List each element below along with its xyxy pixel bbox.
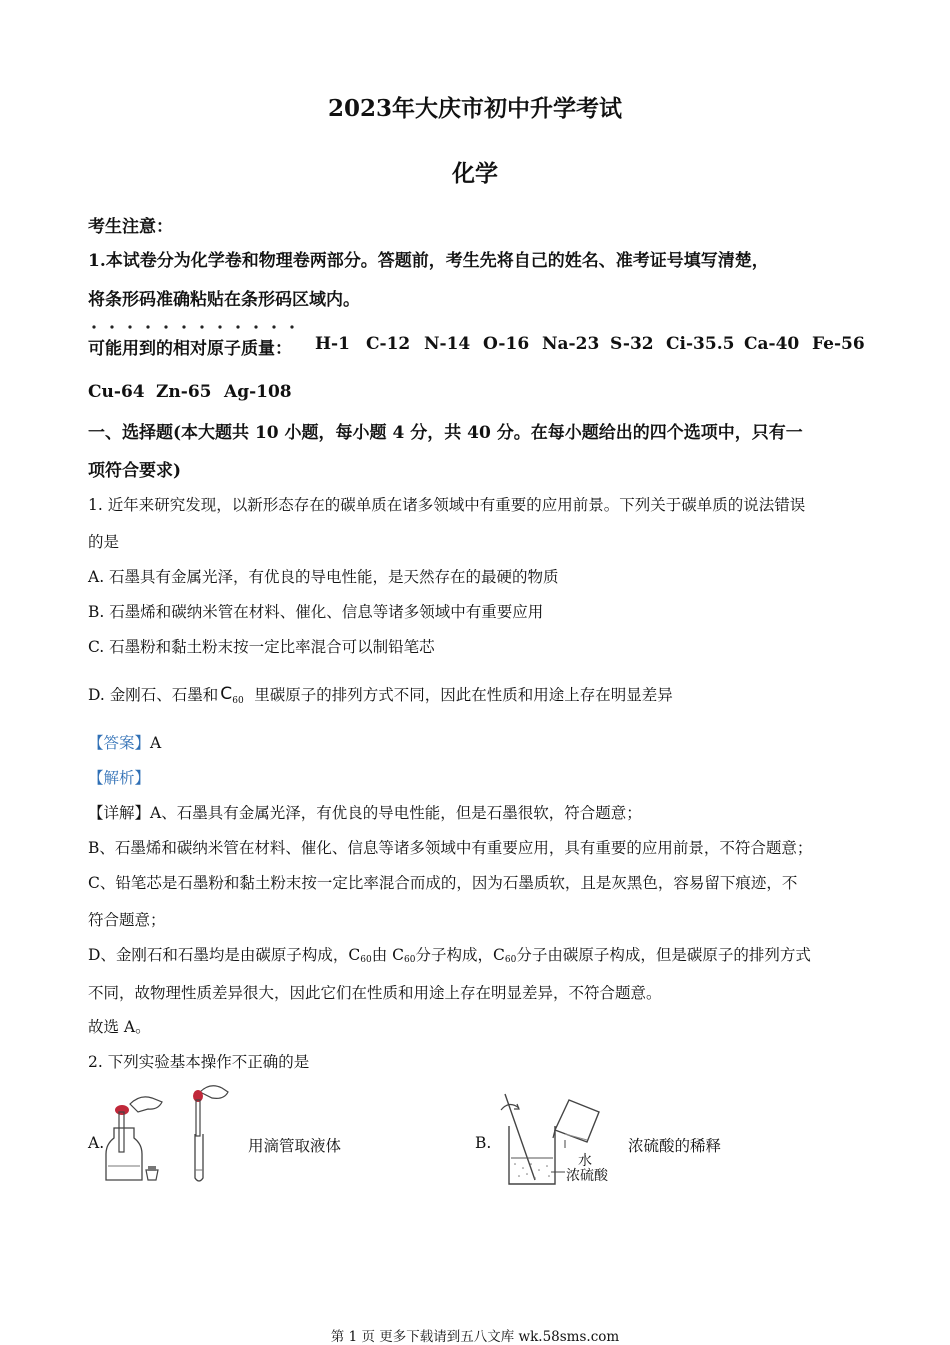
subject-title: 化学 — [452, 160, 498, 187]
detail-b: B、石墨烯和碳纳米管在材料、催化、信息等诸多领域中有重要应用，具有重要的应用前景，不符合题意； — [88, 839, 813, 857]
q1-option-d-pre: D. 金刚石、石墨和 — [88, 686, 219, 704]
detail-d1-d: 分子由碳原子构成，但是碳原子的排列方式 — [516, 946, 811, 964]
detail-a: A、石墨具有金属光泽，有优良的导电性能，但是石墨很软，符合题意； — [150, 804, 642, 822]
section1-line2: 项符合要求) — [88, 461, 182, 481]
q1-option-c: C. 石墨粉和黏土粉末按一定比率混合可以制铅笔芯 — [88, 638, 435, 656]
q1-stem-line2: 的是 — [88, 533, 120, 551]
mass-o: O-16 — [483, 334, 530, 354]
q1-option-d — [88, 683, 673, 705]
q2-option-b-caption: 浓硫酸的稀释 — [628, 1137, 722, 1155]
detail-d1-b: 由 C — [371, 946, 405, 964]
atomic-masses-line2 — [88, 382, 292, 402]
q2-option-a-letter: A. — [88, 1134, 105, 1152]
mass-fe: Fe-56 — [812, 334, 865, 354]
detail-d1-c: 分子构成，C — [415, 946, 505, 964]
c60-subscript: 60 — [232, 696, 244, 706]
masses-label: 可能用到的相对原子质量： — [88, 339, 292, 359]
analysis-tag: 【解析】 — [88, 769, 151, 787]
detail-tag: 【详解】 — [88, 804, 151, 822]
q1-option-a: A. 石墨具有金属光泽，有优良的导电性能，是天然存在的最硬的物质 — [88, 568, 559, 586]
q1-conclusion: 故选 A。 — [88, 1018, 151, 1036]
label-water: 水 — [578, 1153, 592, 1169]
dropper-illustration — [100, 1082, 240, 1187]
notice-item1-line2: 将条形码准确粘贴在条形码区域内。 — [88, 290, 360, 310]
detail-d1 — [88, 943, 811, 965]
detail-d1-a: D、金刚石和石墨均是由碳原子构成，C — [88, 946, 361, 964]
atomic-masses-line1 — [88, 334, 865, 359]
detail-d2: 不同，故物理性质差异很大，因此它们在性质和用途上存在明显差异，不符合题意。 — [88, 984, 662, 1002]
exam-title: 2023年大庆市初中升学考试 — [327, 95, 622, 122]
q1-stem-line1: 1. 近年来研究发现，以新形态存在的碳单质在诸多领域中有重要的应用前景。下列关于碳单质的说法错误 — [88, 496, 806, 514]
q1-option-b: B. 石墨烯和碳纳米管在材料、催化、信息等诸多领域中有重要应用 — [88, 603, 544, 621]
mass-na: Na-23 — [542, 334, 600, 354]
q2-stem: 2. 下列实验基本操作不正确的是 — [88, 1053, 310, 1071]
sub-60-a: 60 — [360, 955, 372, 965]
emphasis-dots — [88, 322, 298, 332]
detail-c1: C、铅笔芯是石墨粉和黏土粉末按一定比率混合而成的，因为石墨质软，且是灰黑色，容易留下痕迹，不 — [88, 874, 798, 892]
notice-item1-line1: 1.本试卷分为化学卷和物理卷两部分。答题前，考生先将自己的姓名、准考证号填写清楚， — [88, 251, 769, 271]
mass-h: H-1 — [315, 334, 350, 354]
q1-option-d-post: 里碳原子的排列方式不同，因此在性质和用途上存在明显差异 — [254, 686, 673, 704]
page-footer: 第 1 页 更多下载请到五八文库 wk.58sms.com — [330, 1329, 620, 1345]
q2-option-a-caption: 用滴管取液体 — [248, 1137, 342, 1155]
q1-answer — [88, 731, 161, 753]
section1-line1: 一、选择题(本大题共 10 小题，每小题 4 分，共 40 分。在每小题给出的四个选项中，只有一 — [88, 423, 803, 443]
mass-ca: Ca-40 — [744, 334, 800, 354]
mass-n: N-14 — [424, 334, 471, 354]
mass-s: S-32 — [610, 334, 654, 354]
mass-c: C-12 — [366, 334, 411, 354]
label-acid: 浓硫酸 — [566, 1168, 608, 1184]
mass-zn: Zn-65 — [156, 382, 212, 402]
detail-c2: 符合题意； — [88, 911, 166, 929]
detail-a-line — [88, 801, 642, 823]
mass-cl: Ci-35.5 — [666, 334, 735, 354]
mass-cu: Cu-64 — [88, 382, 145, 402]
q2-option-b-letter: B. — [475, 1134, 492, 1152]
answer-value: A — [150, 734, 162, 752]
answer-tag: 【答案】 — [88, 734, 151, 752]
mass-ag: Ag-108 — [224, 382, 292, 402]
sub-60-c: 60 — [504, 955, 517, 965]
sub-60-b: 60 — [404, 955, 416, 965]
c60-symbol: C — [220, 684, 233, 704]
notice-heading: 考生注意： — [88, 217, 173, 237]
